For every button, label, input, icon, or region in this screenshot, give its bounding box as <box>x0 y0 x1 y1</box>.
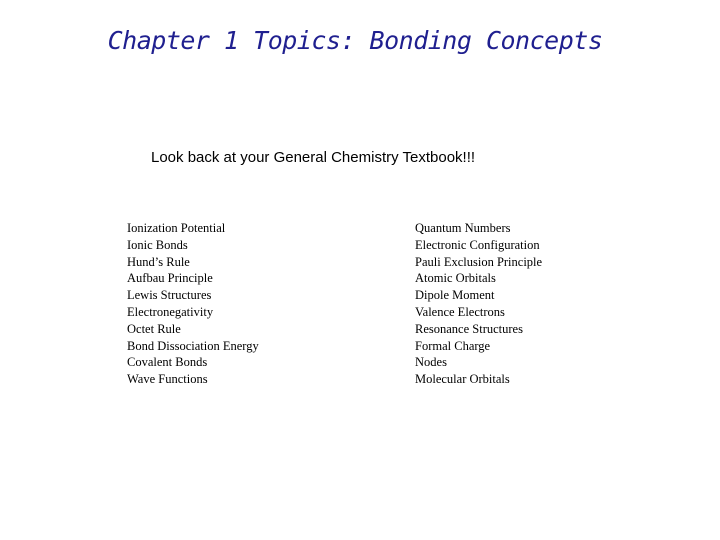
topic-item: Electronic Configuration <box>415 237 540 252</box>
topic-item: Covalent Bonds <box>127 355 208 370</box>
topic-item: Quantum Numbers <box>415 221 511 235</box>
topic-item: Aufbau Principle <box>127 271 213 286</box>
topic-item: Lewis Structures <box>127 288 212 303</box>
topic-item: Pauli Exclusion Principle <box>415 254 543 269</box>
topic-item: Bond Dissociation Energy <box>127 338 259 353</box>
topic-item: Valence Electrons <box>415 304 505 319</box>
page-title: Chapter 1 Topics: Bonding Concepts <box>107 26 603 55</box>
topic-item: Dipole Moment <box>415 288 495 303</box>
topic-item: Ionization Potential <box>127 221 226 235</box>
topic-item: Hund’s Rule <box>127 254 190 269</box>
subtitle: Look back at your General Chemistry Textbook!!! <box>151 149 476 166</box>
topic-list-right <box>415 220 542 388</box>
topic-item: Nodes <box>415 355 447 370</box>
topic-item: Electronegativity <box>127 304 214 319</box>
topic-item: Formal Charge <box>415 338 491 353</box>
topic-list-left <box>127 220 259 388</box>
topic-item: Molecular Orbitals <box>415 372 510 387</box>
topic-item: Atomic Orbitals <box>415 271 496 286</box>
topic-item: Ionic Bonds <box>127 237 188 252</box>
topic-item: Wave Functions <box>127 372 208 387</box>
topic-item: Octet Rule <box>127 321 181 336</box>
topic-item: Resonance Structures <box>415 321 523 336</box>
